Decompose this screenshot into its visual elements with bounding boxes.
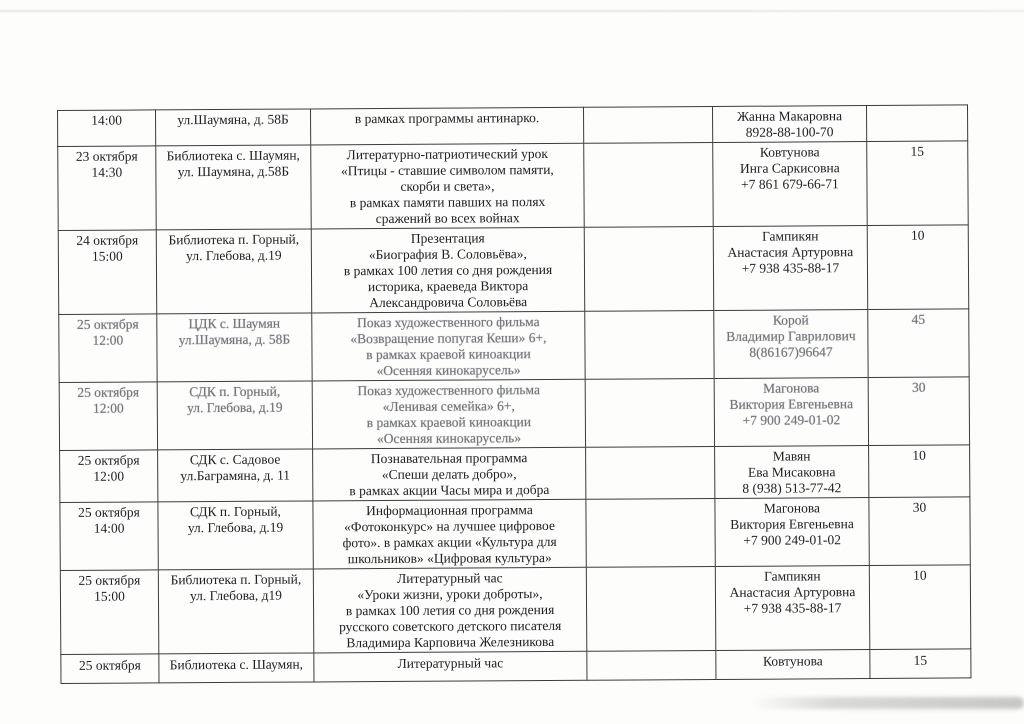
cell-text-line: «Уроки жизни, уроки доброты», [357, 586, 543, 603]
cell-count [867, 225, 969, 310]
cell-notes [585, 378, 714, 447]
cell-description [314, 651, 587, 682]
cell-location [159, 653, 314, 683]
cell-datetime [58, 110, 156, 147]
cell-location [156, 145, 312, 230]
table-row [60, 445, 970, 503]
cell-text-line: «Биография В. Соловьёва», [368, 246, 527, 263]
cell-location [158, 449, 313, 502]
table-row [58, 105, 968, 147]
cell-contact [716, 650, 870, 680]
cell-text-line: Магонова [763, 500, 821, 516]
table-row [59, 309, 969, 383]
cell-datetime [59, 382, 157, 451]
cell-text-line: 15 [910, 143, 925, 159]
cell-text-line: в рамках краевой киноакции [366, 346, 531, 363]
cell-contact [715, 446, 869, 499]
cell-text-line: Гампикян [762, 228, 819, 244]
cell-text-line: 8928-88-100-70 [745, 124, 834, 140]
cell-text-line: Гампикян [764, 568, 821, 584]
cell-text-line: 14:30 [91, 164, 123, 180]
cell-text-line: 25 октября [76, 316, 139, 332]
cell-text-line: в рамках акции Часы мира и добра [349, 481, 550, 499]
cell-notes [586, 446, 715, 499]
cell-datetime [60, 502, 158, 571]
cell-text-line: в рамках программы антинарко. [354, 110, 540, 127]
cell-text-line: в рамках 100 летия со дня рождения [345, 601, 555, 619]
cell-text-line: Анастасия Артуровна [729, 584, 856, 600]
cell-location [156, 109, 311, 146]
cell-text-line: ул.Баграмяна, д. 11 [180, 467, 291, 484]
cell-text-line: Ковтунова [759, 144, 820, 160]
cell-description [313, 567, 587, 653]
cell-text-line: 45 [911, 311, 926, 327]
cell-text-line: сражений во всех войнах [375, 210, 520, 227]
cell-text-line: Литературный час [397, 655, 504, 671]
cell-contact [712, 106, 866, 143]
cell-text-line: 12:00 [92, 332, 124, 348]
cell-location [157, 313, 312, 382]
cell-text-line: 25 октября [78, 657, 141, 673]
cell-count [870, 649, 971, 679]
cell-text-line: Литературный час [397, 570, 503, 586]
cell-count [869, 565, 971, 650]
cell-text-line: Жанна Макаровна [736, 108, 843, 124]
cell-datetime [59, 314, 157, 383]
scan-artifact-bottom-smudge [750, 697, 1024, 709]
cell-text-line: Мавян [772, 448, 811, 464]
cell-text-line: 25 октября [77, 384, 140, 400]
cell-text-line: СДК с. Садовое [189, 451, 281, 468]
table-row [60, 565, 970, 655]
cell-description [311, 143, 585, 229]
table-row [61, 649, 971, 684]
cell-text-line: Инга Саркисовна [739, 160, 840, 176]
cell-text-line: Виктория Евгеньевна [729, 396, 854, 412]
cell-text-line: Ева Мисаковна [747, 464, 836, 480]
cell-description [310, 107, 583, 145]
cell-text-line: Ковтунова [762, 653, 823, 669]
cell-datetime [61, 654, 159, 684]
cell-text-line: +7 938 435-88-17 [741, 260, 840, 276]
cell-text-line: в рамках краевой киноакции [366, 414, 532, 431]
cell-text-line: Магонова [763, 380, 820, 396]
cell-text-line: русского советского детского писателя [338, 617, 562, 635]
cell-text-line: 25 октября [78, 504, 140, 520]
cell-text-line: 10 [910, 227, 925, 243]
cell-text-line: в рамках памяти павших на полях [349, 194, 546, 211]
cell-text-line: ЦДК с. Шаумян [188, 315, 281, 332]
cell-count [868, 377, 969, 446]
cell-text-line: 24 октября [76, 232, 139, 248]
cell-text-line: Александровича Соловьёва [369, 294, 528, 311]
cell-text-line: 30 [912, 499, 927, 515]
cell-description [311, 227, 585, 313]
cell-text-line: историка, краеведа Виктора [367, 278, 529, 295]
cell-description [312, 311, 585, 381]
cell-text-line: 8 (938) 513-77-42 [742, 480, 842, 496]
cell-count [867, 141, 969, 226]
cell-text-line: СДК п. Горный, [189, 383, 281, 400]
cell-text-line: Показ художественного фильма [357, 382, 540, 399]
cell-text-line: ул.Шаумяна, д. 58Б [178, 331, 291, 348]
cell-datetime [60, 570, 159, 655]
cell-contact [714, 378, 868, 447]
cell-text-line: ул. Шаумяна, д.58Б [177, 163, 290, 180]
cell-text-line: Корой [772, 312, 809, 328]
cell-location [158, 569, 314, 654]
cell-text-line: 14:00 [93, 520, 125, 536]
cell-text-line: «Фотоконкурс» на лучшее цифровое [344, 517, 555, 535]
table-row [58, 141, 968, 231]
scan-artifact-top-edge [0, 10, 1024, 12]
cell-text-line: Владимира Карповича Железникова [346, 633, 555, 651]
cell-text-line: Анастасия Артуровна [727, 244, 854, 260]
cell-text-line: +7 900 249-01-02 [742, 412, 841, 428]
cell-text-line: Библиотека с. Шаумян, [166, 147, 300, 164]
cell-contact [715, 498, 869, 567]
cell-contact [713, 142, 868, 227]
cell-text-line: Библиотека п. Горный, [170, 571, 302, 588]
cell-description [313, 499, 586, 569]
cell-text-line: 12:00 [92, 400, 124, 416]
cell-text-line: фото». в рамках акции «Культура для [342, 533, 557, 551]
cell-text-line: Познавательная программа [370, 450, 528, 467]
cell-text-line: 15:00 [91, 248, 123, 264]
cell-text-line: в рамках 100 летия со дня рождения [343, 261, 553, 279]
cell-text-line: «Осенняя кинокарусель» [376, 362, 521, 379]
cell-text-line: 15 [913, 652, 928, 668]
cell-text-line: «Возвращение попугая Кеши» 6+, [350, 330, 547, 347]
events-table [57, 104, 971, 684]
cell-text-line: ул. Глебова, д.19 [187, 519, 284, 536]
cell-text-line: «Ленивая семейка» 6+, [382, 398, 515, 415]
cell-contact [715, 566, 870, 651]
cell-text-line: Владимир Гаврилович [726, 328, 856, 344]
cell-text-line: Виктория Евгеньевна [730, 516, 854, 532]
table-row [59, 377, 969, 451]
cell-text-line: «Спеши делать добро», [381, 466, 517, 483]
cell-text-line: +7 900 249-01-02 [743, 532, 841, 548]
cell-text-line: 8(86167)96647 [749, 344, 833, 360]
cell-text-line: +7 938 435-88-17 [743, 600, 842, 616]
cell-text-line: 14:00 [91, 112, 122, 128]
cell-notes [585, 310, 714, 379]
cell-text-line: ул. Глебова, д.19 [187, 399, 283, 416]
cell-text-line: СДК п. Горный, [189, 503, 281, 520]
cell-notes [583, 106, 712, 143]
cell-datetime [60, 450, 158, 503]
cell-notes [584, 142, 714, 227]
cell-text-line: Библиотека п. Горный, [168, 231, 300, 248]
cell-text-line: 10 [913, 567, 927, 583]
cell-text-line: 15:00 [94, 588, 125, 604]
cell-datetime [58, 230, 157, 315]
cell-notes [586, 566, 716, 651]
cell-text-line: 30 [911, 379, 926, 395]
cell-text-line: ул.Шаумяна, д. 58Б [177, 111, 289, 128]
cell-text-line: ул. Глебова, д19 [189, 587, 283, 604]
cell-text-line: ул. Глебова, д.19 [186, 247, 282, 264]
cell-text-line: Презентация [410, 230, 485, 246]
cell-description [312, 379, 585, 449]
cell-text-line: «Осенняя кинокарусель» [376, 430, 522, 447]
cell-text-line: «Птицы - ставшие символом памяти, [340, 161, 554, 179]
table-row [58, 225, 968, 315]
cell-contact [713, 226, 868, 311]
cell-notes [584, 226, 714, 311]
cell-text-line: 25 октября [78, 572, 141, 588]
cell-text-line: Библиотека с. Шаумян, [169, 656, 304, 673]
cell-text-line: Информационная программа [366, 502, 533, 519]
cell-text-line: +7 861 679-66-71 [741, 176, 839, 192]
cell-description [313, 447, 586, 501]
cell-text-line: 25 октября [77, 452, 140, 468]
cell-text-line: 10 [912, 447, 926, 463]
cell-count [866, 105, 967, 142]
cell-count [869, 497, 970, 566]
cell-datetime [58, 146, 157, 231]
cell-text-line: школьников» «Цифровая культура» [347, 549, 552, 567]
cell-location [157, 381, 312, 450]
cell-location [158, 501, 313, 570]
cell-count [868, 309, 969, 378]
cell-text-line: 12:00 [93, 468, 125, 484]
cell-contact [714, 310, 868, 379]
cell-text-line: 23 октября [75, 148, 138, 164]
cell-text-line: Литературно-патриотический урок [346, 146, 548, 163]
cell-location [156, 229, 312, 314]
cell-notes [586, 498, 715, 567]
table-row [60, 497, 970, 571]
cell-notes [587, 650, 716, 680]
cell-text-line: скорби и света», [400, 178, 495, 194]
cell-text-line: Показ художественного фильма [357, 314, 540, 331]
cell-count [869, 445, 970, 498]
